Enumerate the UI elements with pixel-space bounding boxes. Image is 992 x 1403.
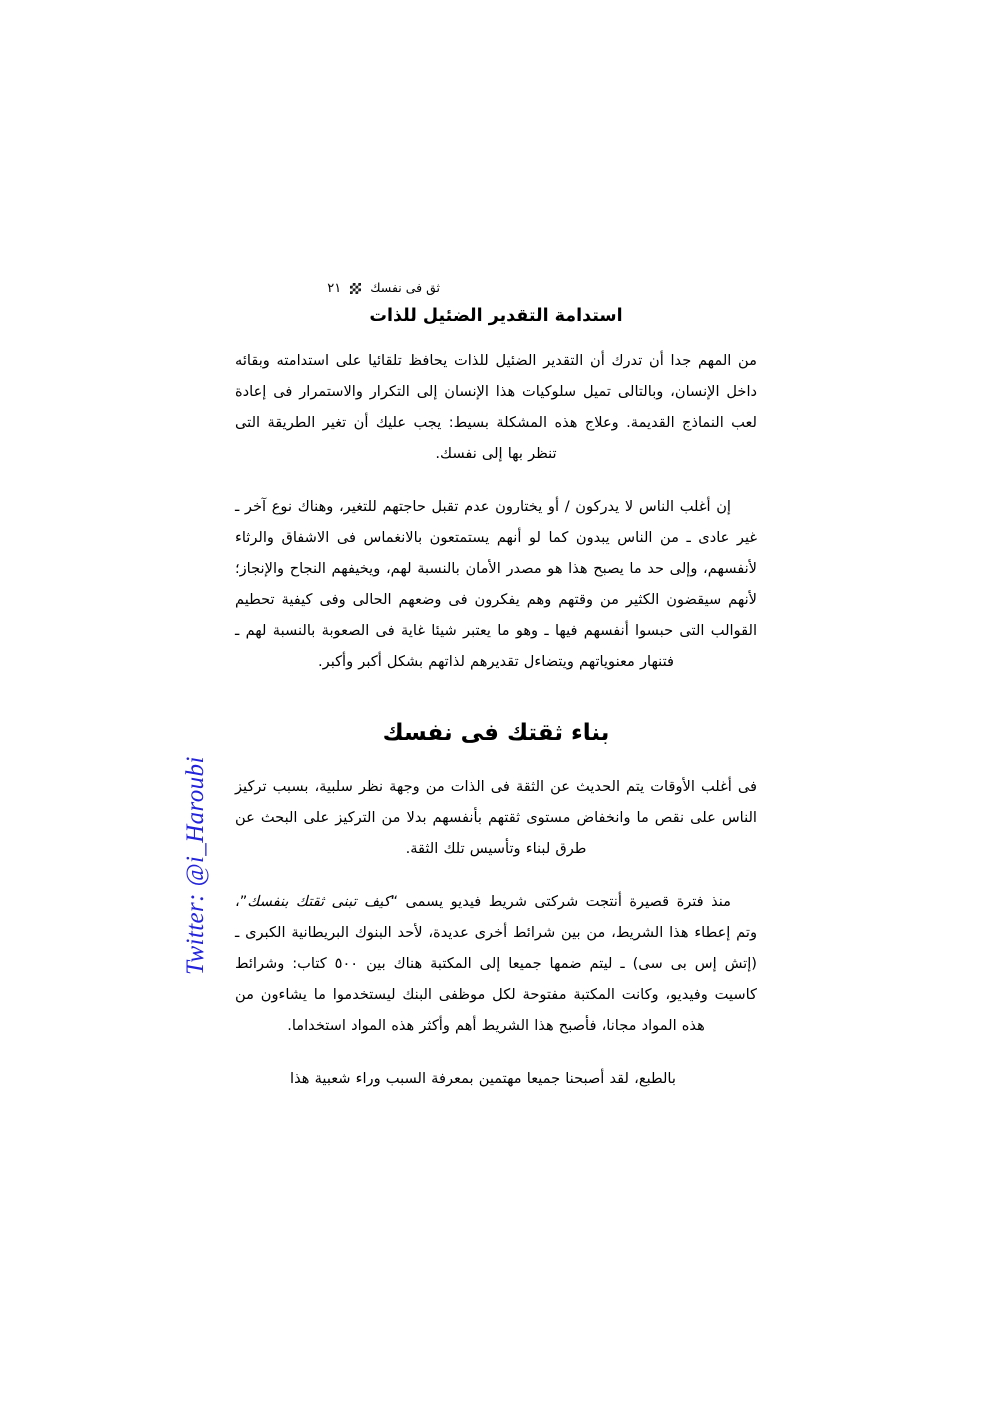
twitter-watermark <box>176 735 216 975</box>
paragraph-5: بالطبع، لقد أصبحنا جميعا مهتمين بمعرفة السبب وراء شعبية هذا <box>290 1069 676 1087</box>
running-header <box>240 277 440 299</box>
paragraph-4 <box>235 886 757 1041</box>
paragraph-4-text-before-quote: منذ فترة قصيرة أنتجت شركتى شريط فيديو يسمى “ <box>390 892 731 910</box>
paragraph-1: من المهم جدا أن تدرك أن التقدير الضئيل للذات يحافظ تلقائيا على استدامته وبقائه داخل الإنسان، وبالتالى تميل سلوكيات هذا الإنسان إلى التكرار والاستمرار فى إعادة لعب النماذج القديمة. وعلاج هذه المشكلة بسيط: يجب عليك أن تغير الطريقة التى تنظر بها إلى نفسك. <box>235 351 757 462</box>
twitter-watermark-text: Twitter: @i_Haroubi <box>182 756 209 975</box>
running-header-book-title: ثق فى نفسك <box>370 279 440 295</box>
page-content <box>235 305 757 1094</box>
video-title-quote: كيف تبنى ثقتك بنفسك <box>247 892 391 910</box>
paragraph-2: إن أغلب الناس لا يدركون / أو يختارون عدم تقبل حاجتهم للتغير، وهناك نوع آخر ـ غير عادى ـ من الناس يبدون كما لو أنهم يستمتعون بالانغماس فى الاشفاق والرثاء لأنفسهم، وإلى حد ما يصبح هذا هو مصدر الأمان بالنسبة لهم، ويخيفهم النجاح والإنجاز؛ لأنهم سيقضون الكثير من وقتهم وهم يفكرون فى وضعهم الحالى وفى كيفية تحطيم القوالب التى حبسوا أنفسهم فيها ـ وهو ما يعتبر شيئا غاية فى الصعوبة بالنسبة لهم ـ فتنهار معنوياتهم ويتضاءل تقديرهم لذاتهم بشكل أكبر وأكبر. <box>235 497 757 670</box>
paragraph-3: فى أغلب الأوقات يتم الحديث عن الثقة فى الذات من وجهة نظر سلبية، بسبب تركيز الناس على نقص ما وانخفاض مستوى ثقتهم بأنفسهم بدلا من التركيز على البحث عن طرق لبناء وتأسيس تلك الثقة. <box>235 777 757 857</box>
paragraph-4-text-after-quote: ”، وتم إعطاء هذا الشريط، من بين شرائط أخرى عديدة، لأحد البنوك البريطانية الكبرى ـ (إتش إس بى سى) ـ ليتم ضمها جميعا إلى المكتبة هناك بين ٥٠٠ كتاب: وشرائط كاسيت وفيديو، وكانت المكتبة مفتوحة لكل موظفى البنك ليستخدموا ما يشاءون من هذه المواد مجانا، فأصبح هذا الشريط أهم وأكثر هذه المواد استخداما. <box>235 892 757 1034</box>
page-number: ٢١ <box>327 280 342 296</box>
chapter-heading: بناء ثقتك فى نفسك <box>382 719 610 746</box>
checkered-diamond-icon <box>350 283 361 294</box>
section-heading: استدامة التقدير الضئيل للذات <box>369 306 623 326</box>
